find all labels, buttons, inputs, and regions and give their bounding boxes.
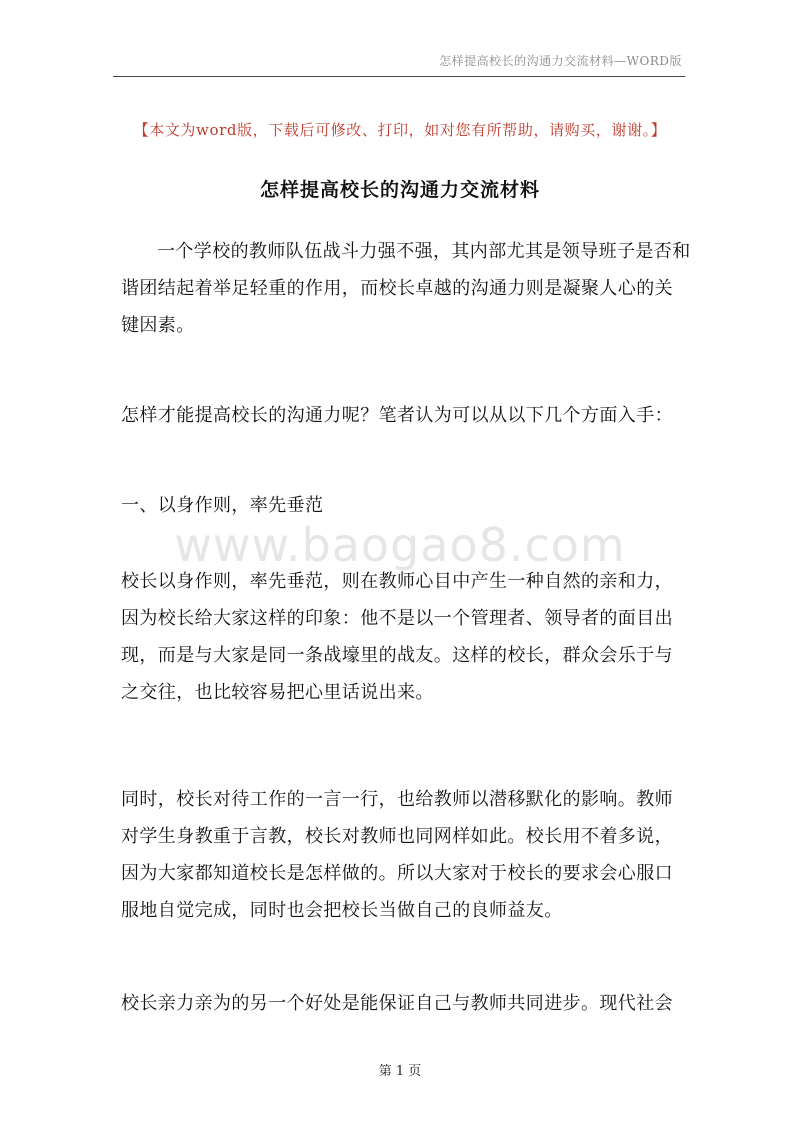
page-header-text: 怎样提高校长的沟通力交流材料—WORD版 — [439, 54, 682, 68]
paragraph-influence: 同时，校长对待工作的一言一行，也给教师以潜移默化的影响。教师对学生身教重于言教，校长对教师也同网样如此。校长用不着多说，因为大家都知道校长是怎样做的。所以大家对于校长的要求会心服口服地自觉完成，同时也会把校长当做自己的良师益友。 — [121, 789, 673, 921]
watermark: www.baogao8.com — [174, 518, 626, 572]
section-heading-1: 一、以身作则，率先垂范 — [121, 495, 324, 516]
page-number: 第 1 页 — [378, 1064, 422, 1079]
document-title: 怎样提高校长的沟通力交流材料 — [259, 179, 540, 201]
paragraph-lead-by-example: 校长以身作则，率先垂范，则在教师心目中产生一种自然的亲和力，因为校长给大家这样的印象：他不是以一个管理者、领导者的面目出现，而是与大家是同一条战壕里的战友。这样的校长，群众会乐于与之交往，也比较容易把心里话说出来。 — [121, 571, 673, 703]
paragraph-intro: 一个学校的教师队伍战斗力强不强，其内部尤其是领导班子是否和谐团结起着举足轻重的作用，而校长卓越的沟通力则是凝聚人心的关键因素。 — [121, 241, 691, 336]
header-divider — [113, 76, 685, 77]
paragraph-question: 怎样才能提高校长的沟通力呢？笔者认为可以从以下几个方面入手： — [121, 405, 673, 426]
download-notice: 【本文为word版，下载后可修改、打印，如对您有所帮助，请购买，谢谢。】 — [133, 121, 667, 139]
paragraph-progress: 校长亲力亲为的另一个好处是能保证自己与教师共同进步。现代社会 — [121, 993, 673, 1014]
